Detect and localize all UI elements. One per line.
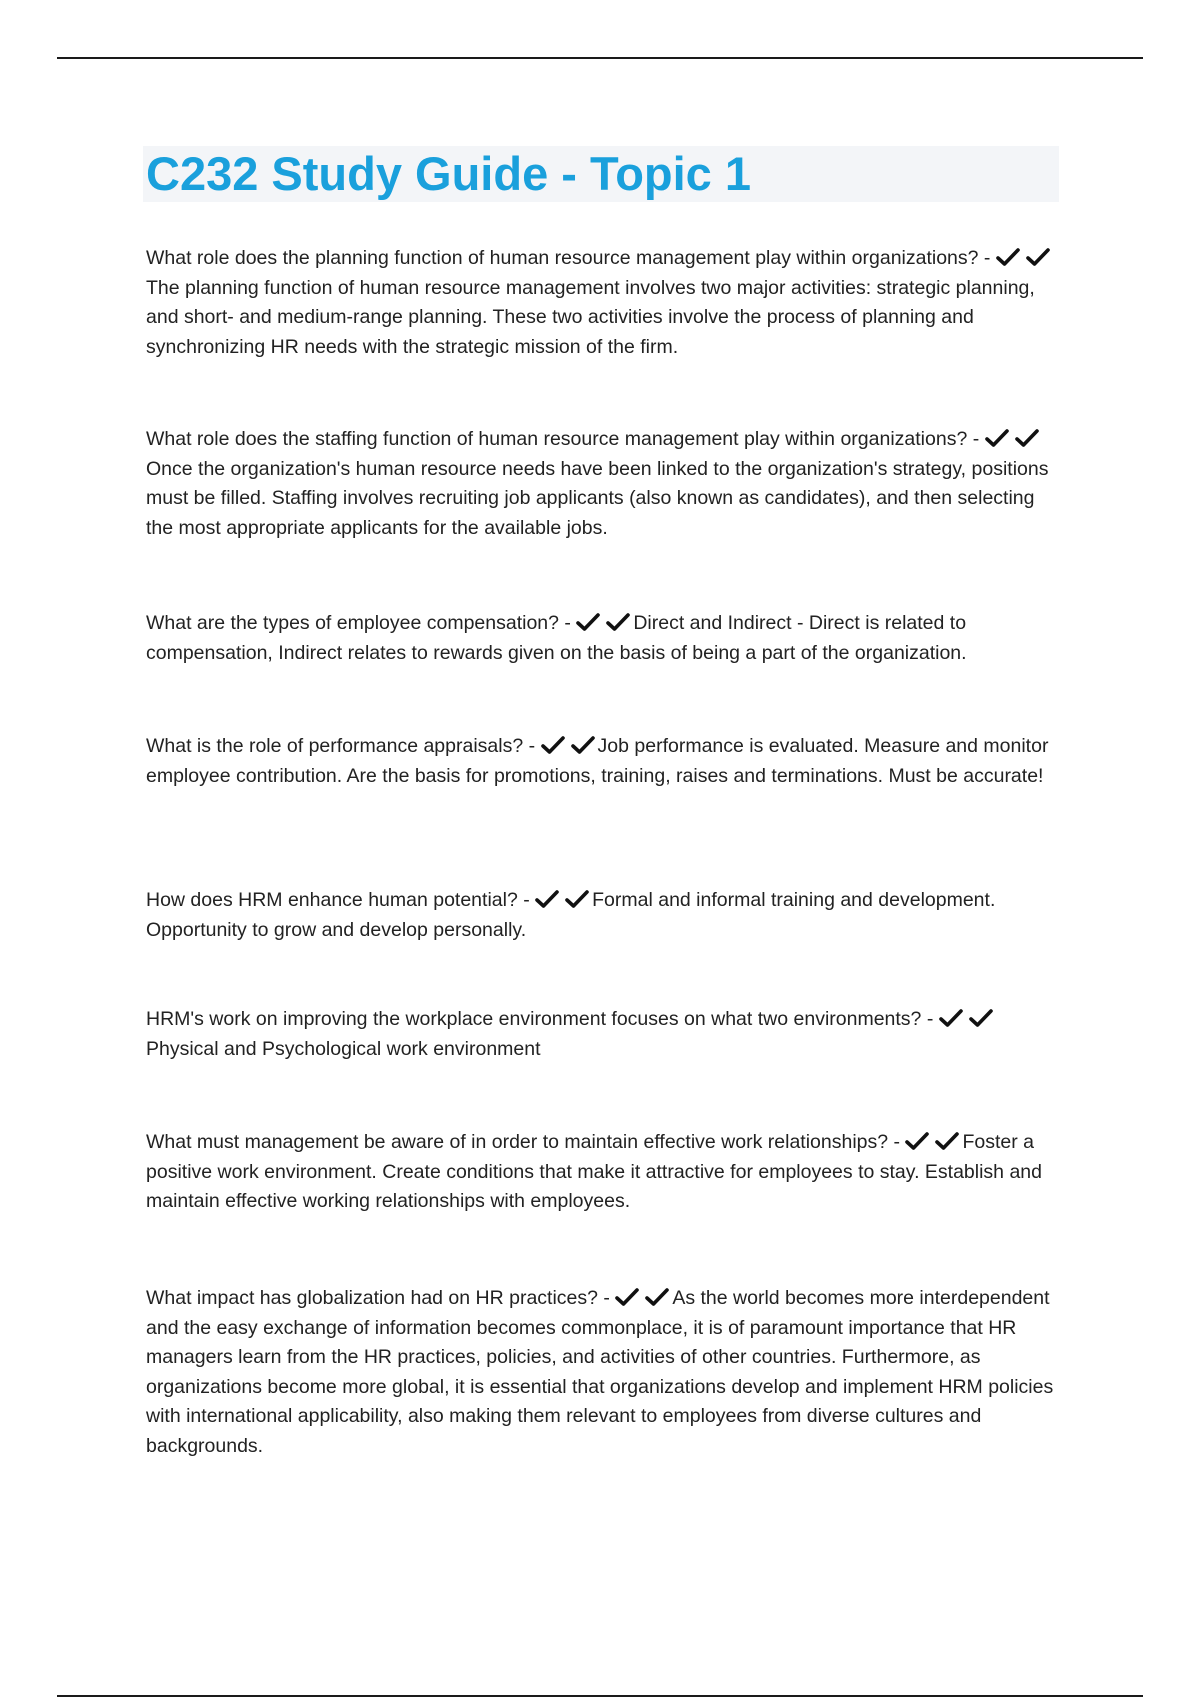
check-mark-icon (1015, 428, 1039, 448)
qa-item (146, 1128, 1066, 1217)
qa-item (146, 886, 1066, 945)
check-mark-icon (935, 1131, 959, 1151)
page-title: C232 Study Guide - Topic 1 (146, 147, 752, 200)
check-mark-icon (606, 612, 630, 632)
check-mark-icon (571, 735, 595, 755)
question-text: How does HRM enhance human potential? - (146, 889, 530, 911)
answer-text: Job performance is evaluated. Measure and monitor employee contribution. Are the basis for promotions, training, raises and terminations. Must be accurate! (146, 735, 1049, 787)
check-mark-icon (645, 1287, 669, 1307)
check-mark-icon (939, 1008, 963, 1028)
answer-text: Formal and informal training and development. Opportunity to grow and develop personally. (146, 889, 996, 941)
answer-text: Direct and Indirect - Direct is related to compensation, Indirect relates to rewards given on the basis of being a part of the organization. (146, 612, 967, 664)
qa-item (146, 425, 1066, 543)
question-text: HRM's work on improving the workplace environment focuses on what two environments? - (146, 1008, 934, 1030)
check-mark-icon (615, 1287, 639, 1307)
qa-item (146, 1284, 1066, 1461)
check-mark-icon (1026, 247, 1050, 267)
check-mark-icon (905, 1131, 929, 1151)
answer-text: Foster a positive work environment. Create conditions that make it attractive for employees to stay. Establish and maintain effective working relationships with employees. (146, 1131, 1042, 1212)
check-mark-icon (576, 612, 600, 632)
question-text: What role does the planning function of human resource management play within organizations? - (146, 247, 991, 269)
answer-text: Physical and Psychological work environment (146, 1037, 541, 1060)
check-mark-icon (535, 889, 559, 909)
qa-item (146, 244, 1066, 362)
question-text: What must management be aware of in order to maintain effective work relationships? - (146, 1131, 901, 1153)
header-rule (57, 57, 1143, 59)
question-text: What impact has globalization had on HR practices? - (146, 1287, 610, 1309)
check-mark-icon (985, 428, 1009, 448)
check-mark-icon (996, 247, 1020, 267)
question-text: What is the role of performance appraisals? - (146, 735, 536, 757)
qa-item (146, 609, 1066, 668)
answer-text: The planning function of human resource management involves two major activities: strategic planning, and short- and medium-range planning. These two activities involve the process of planning and synchronizing HR needs with the strategic mission of the firm. (146, 276, 1035, 358)
check-mark-icon (969, 1008, 993, 1028)
footer-rule (57, 1695, 1143, 1697)
answer-text: Once the organization's human resource needs have been linked to the organization's strategy, positions must be filled. Staffing involves recruiting job applicants (also known as candidates), and then selecting the most appropriate applicants for the available jobs. (146, 457, 1049, 539)
answer-text: As the world becomes more interdependent and the easy exchange of information becomes commonplace, it is of paramount importance that HR managers learn from the HR practices, policies, and activities of other countries. Furthermore, as organizations become more global, it is essential that organizations develop and implement HRM policies with international applicability, also making them relevant to employees from diverse cultures and backgrounds. (146, 1287, 1054, 1457)
check-mark-icon (565, 889, 589, 909)
question-text: What are the types of employee compensation? - (146, 612, 571, 634)
qa-item (146, 732, 1066, 791)
question-text: What role does the staffing function of human resource management play within organizations? - (146, 428, 980, 450)
qa-item (146, 1005, 1066, 1064)
check-mark-icon (541, 735, 565, 755)
